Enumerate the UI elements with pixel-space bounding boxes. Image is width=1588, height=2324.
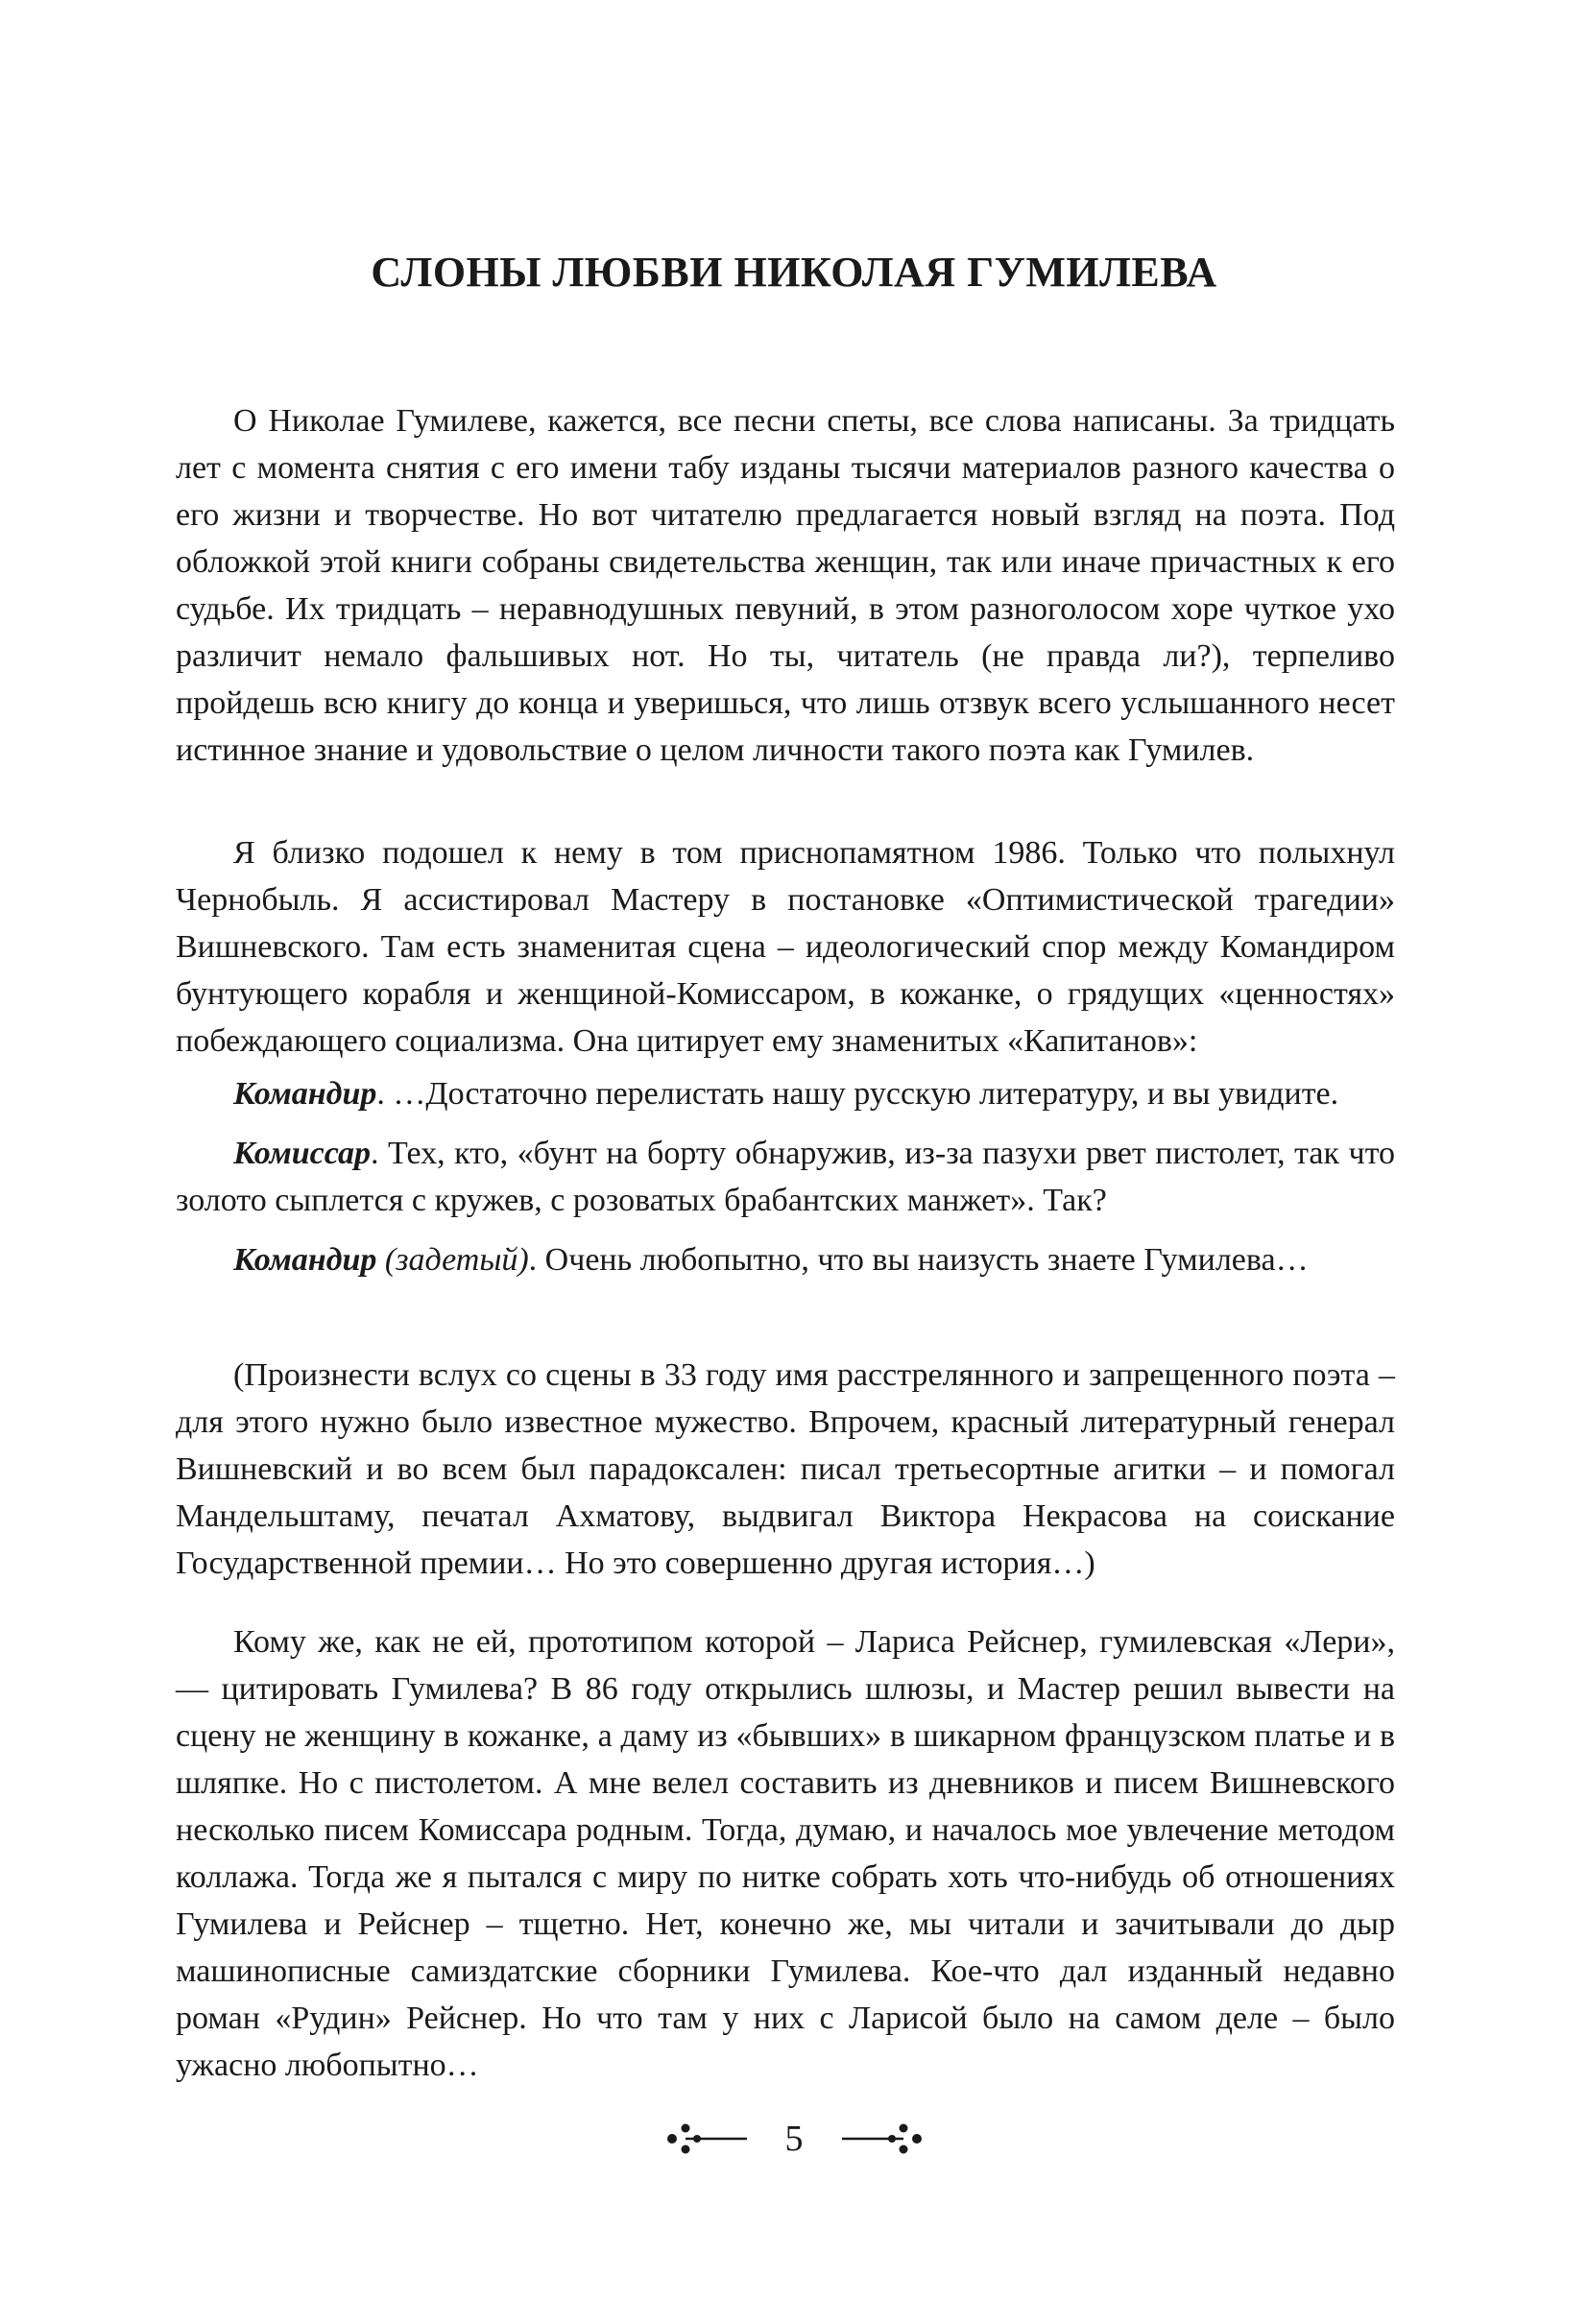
paragraph-1-block: [176, 397, 1395, 774]
paragraph-2: Я близко подошел к нему в том приснопамятном 1986. Только что полыхнул Чернобыль. Я ассистировал Мастеру в постановке «Оптимистической трагедии» Вишневского. Там есть знаменитая сцена – идеологический спор между Командиром бунтующего корабля и женщиной-Комиссаром, в кожанке, о грядущих «ценностях» побеждающего социализма. Она цитирует ему знаменитых «Капитанов»:: [176, 835, 1395, 1059]
dialogue-line: [176, 1130, 1395, 1224]
stage-remark: (задетый): [376, 1242, 529, 1278]
paragraph-4: Кому же, как не ей, прототипом которой – Лариса Рейснер, гумилевская «Лери», — цитировать Гумилева? В 86 году открылись шлюзы, и Мастер решил вывести на сцену не женщину в кожанке, а даму из «бывших» в шикарном французском платье и в шляпке. Но с пистолетом. А мне велел составить из дневников и писем Вишневского несколько писем Комиссара родным. Тогда, думаю, и началось мое увлечение методом коллажа. Тогда же я пытался с миру по нитке собрать хоть что-нибудь об отношениях Гумилева и Рейснер – тщетно. Нет, конечно же, мы читали и зачитывали до дыр машинописные самиздатские сборники Гумилева. Кое-что дал изданный недавно роман «Рудин» Рейснер. Но что там у них с Ларисой было на самом деле – было ужасно любопытно…: [176, 1624, 1395, 2083]
speaker-name: Комиссар: [233, 1136, 371, 1171]
dialogue-text: . Очень любопытно, что вы наизусть знаете Гумилева…: [528, 1242, 1309, 1278]
page-number: 5: [784, 2119, 804, 2159]
dialogue-text: . …Достаточно перелистать нашу русскую литературу, и вы увидите.: [376, 1076, 1339, 1112]
fleuron-right-icon: [840, 2115, 925, 2163]
paragraph-3: (Произнести вслух со сцены в 33 году имя расстрелянного и запрещенного поэта – для этого нужно было известное мужество. Впрочем, красный литературный генерал Вишневский и во всем был парадоксален: писал третьесортные агитки – и помогал Мандельштаму, печатал Ахматову, выдвигал Виктора Некрасова на соискание Государственной премии… Но это совершенно другая история…): [176, 1357, 1395, 1581]
dialogue-text: . Тех, кто, «бунт на борту обнаружив, из-за пазухи рвет пистолет, так что золото сыплется с кружев, с розоватых брабантских манжет». Так?: [176, 1136, 1395, 1218]
chapter-title: СЛОНЫ ЛЮБВИ НИКОЛАЯ ГУМИЛЕВА: [371, 249, 1217, 296]
dialogue-line: [176, 1070, 1395, 1117]
paragraph-3-block: [176, 1352, 1395, 1587]
dialogue-line: [176, 1236, 1395, 1283]
paragraph-1: О Николае Гумилеве, кажется, все песни спеты, все слова написаны. За тридцать лет с момента снятия с его имени табу изданы тысячи материалов разного качества о его жизни и творчестве. Но вот читателю предлагается новый взгляд на поэта. Под обложкой этой книги собраны свидетельства женщин, так или иначе причастных к его судьбе. Их тридцать – неравнодушных певуний, в этом разноголосом хоре чуткое ухо различит немало фальшивых нот. Но ты, читатель (не правда ли?), терпеливо пройдешь всю книгу до конца и уверишься, что лишь отзвук всего услышанного несет истинное знание и удовольствие о целом личности такого поэта как Гумилев.: [176, 403, 1395, 768]
speaker-name: Командир: [233, 1242, 377, 1278]
page-footer: [0, 2110, 1588, 2168]
dialogue-block: [176, 1070, 1395, 1296]
paragraph-2-block: [176, 829, 1395, 1065]
fleuron-left-icon: [664, 2115, 749, 2163]
paragraph-4-block: [176, 1618, 1395, 2089]
speaker-name: Командир: [233, 1076, 377, 1112]
